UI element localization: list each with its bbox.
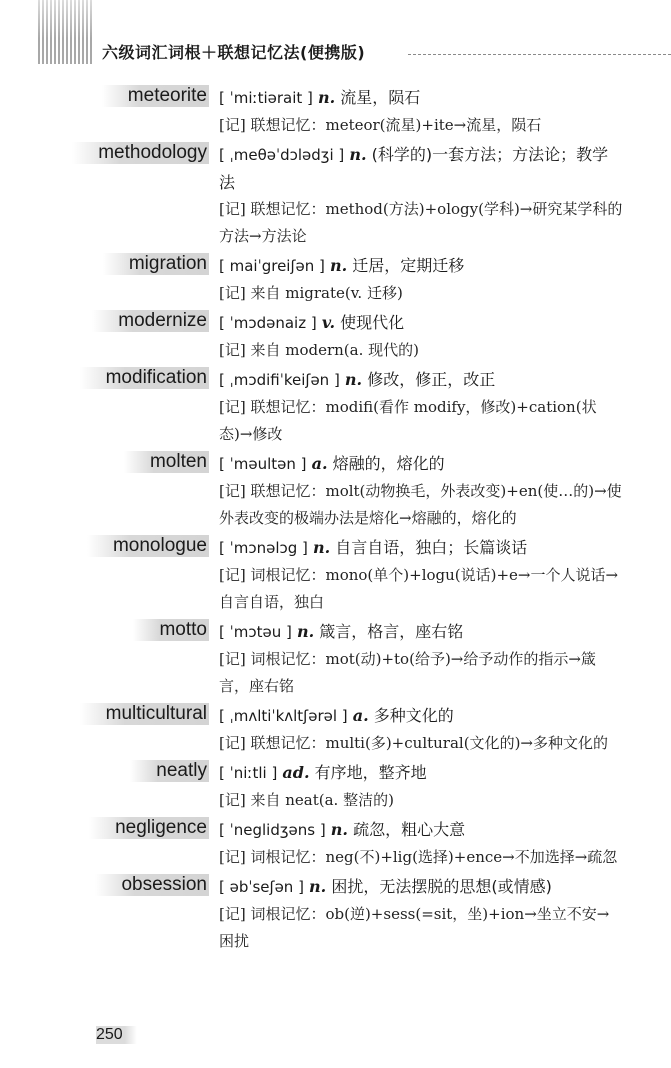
- memory-tip: [记] 联想记忆：meteor(流星)+ite→流星，陨石: [219, 116, 542, 134]
- definition: 自言自语，独白；长篇谈话: [335, 538, 528, 557]
- phonetic: [ ˌmʌltiˈkʌltʃərəl ]: [219, 707, 348, 725]
- header-decoration: [38, 0, 94, 64]
- part-of-speech: n.: [312, 538, 331, 557]
- part-of-speech: ad.: [282, 763, 310, 782]
- definition: 修改，修正，改正: [367, 370, 496, 389]
- definition: 熔融的，熔化的: [332, 454, 445, 473]
- memory-tip: [记] 来自 neat(a. 整洁的): [219, 791, 394, 809]
- definition: 疏忽，粗心大意: [353, 820, 466, 839]
- vocab-entry-multicultural: [0, 702, 671, 757]
- headword: motto: [133, 619, 209, 641]
- memory-tip: [记] 词根记忆：neg(不)+lig(选择)+ence→不加选择→疏忽: [219, 848, 618, 866]
- phonetic: [ ˈmiːtiərait ]: [219, 89, 313, 107]
- part-of-speech: n.: [344, 370, 363, 389]
- vocab-entry-neatly: [0, 759, 671, 814]
- definition: 箴言，格言，座右铭: [319, 622, 464, 641]
- headword: negligence: [89, 817, 209, 839]
- memory-tip: [记] 来自 migrate(v. 迁移): [219, 284, 403, 302]
- part-of-speech: n.: [330, 820, 348, 839]
- part-of-speech: a.: [311, 454, 328, 473]
- vocab-entry-monologue: [0, 534, 671, 616]
- phonetic: [ ˌmeθəˈdɔlədʒi ]: [219, 146, 345, 164]
- headword: monologue: [87, 535, 209, 557]
- headword: neatly: [130, 760, 209, 782]
- part-of-speech: a.: [352, 706, 369, 725]
- headword: migration: [103, 253, 209, 275]
- memory-tip: [记] 词根记忆：ob(逆)+sess(=sit，坐)+ion→坐立不安→困扰: [219, 905, 610, 950]
- page-number: 250: [96, 1026, 137, 1044]
- part-of-speech: n.: [309, 877, 327, 896]
- part-of-speech: n.: [349, 145, 367, 164]
- headword: molten: [124, 451, 209, 473]
- phonetic: [ ˈmɔdənaiz ]: [219, 314, 317, 332]
- memory-tip: [记] 联想记忆：method(方法)+ology(学科)→研究某学科的方法→方法论: [219, 200, 623, 245]
- part-of-speech: n.: [317, 88, 336, 107]
- vocab-entry-negligence: [0, 816, 671, 871]
- entry-line: [219, 450, 623, 478]
- book-title: 六级词汇词根＋联想记忆法(便携版): [102, 43, 366, 62]
- memory-tip: [记] 词根记忆：mot(动)+to(给予)→给予动作的指示→箴言，座右铭: [219, 650, 596, 695]
- memory-tip: [记] 联想记忆：molt(动物换毛，外表改变)+en(使…的)→使外表改变的极端办法是熔化→熔融的，熔化的: [219, 482, 622, 527]
- phonetic: [ ˈməultən ]: [219, 455, 307, 473]
- vocabulary-list: [0, 84, 671, 957]
- definition: 迁居，定期迁移: [352, 256, 465, 275]
- headword: methodology: [72, 142, 209, 164]
- headword: modernize: [92, 310, 209, 332]
- definition: (科学的)一套方法；方法论；教学法: [219, 145, 609, 192]
- vocab-entry-migration: [0, 252, 671, 307]
- vocab-entry-modification: [0, 366, 671, 448]
- vocab-entry-methodology: [0, 141, 671, 250]
- vocab-entry-modernize: [0, 309, 671, 364]
- definition: 多种文化的: [373, 706, 454, 725]
- entry-line: [219, 816, 623, 844]
- headword: multicultural: [80, 703, 209, 725]
- entry-line: [219, 141, 623, 196]
- entry-line: [219, 366, 623, 394]
- memory-tip: [记] 词根记忆：mono(单个)+logu(说话)+e→一个人说话→自言自语，独白: [219, 566, 619, 611]
- entry-line: [219, 759, 623, 787]
- entry-line: [219, 534, 623, 562]
- vocab-entry-meteorite: [0, 84, 671, 139]
- phonetic: [ ˈneglidʒəns ]: [219, 821, 326, 839]
- vocab-entry-obsession: [0, 873, 671, 955]
- phonetic: [ əbˈseʃən ]: [219, 878, 304, 896]
- definition: 流星，陨石: [340, 88, 421, 107]
- definition: 有序地，整齐地: [314, 763, 427, 782]
- definition: 使现代化: [340, 313, 405, 332]
- headword: modification: [80, 367, 209, 389]
- part-of-speech: n.: [296, 622, 315, 641]
- entry-line: [219, 84, 623, 112]
- phonetic: [ ˈniːtli ]: [219, 764, 278, 782]
- part-of-speech: v.: [321, 313, 336, 332]
- vocab-entry-molten: [0, 450, 671, 532]
- header-rule: [408, 54, 671, 55]
- headword: meteorite: [102, 85, 209, 107]
- page-header: [0, 0, 671, 70]
- phonetic: [ maiˈgreiʃən ]: [219, 257, 325, 275]
- phonetic: [ ˌmɔdifiˈkeiʃən ]: [219, 371, 340, 389]
- entry-line: [219, 702, 623, 730]
- memory-tip: [记] 联想记忆：multi(多)+cultural(文化的)→多种文化的: [219, 734, 608, 752]
- phonetic: [ ˈmɔtəu ]: [219, 623, 292, 641]
- entry-line: [219, 309, 623, 337]
- part-of-speech: n.: [329, 256, 348, 275]
- memory-tip: [记] 联想记忆：modifi(看作 modify，修改)+cation(状态)→修改: [219, 398, 597, 443]
- entry-line: [219, 618, 623, 646]
- vocab-entry-motto: [0, 618, 671, 700]
- entry-line: [219, 873, 623, 901]
- phonetic: [ ˈmɔnəlɔg ]: [219, 539, 308, 557]
- headword: obsession: [95, 874, 209, 896]
- memory-tip: [记] 来自 modern(a. 现代的): [219, 341, 419, 359]
- definition: 困扰，无法摆脱的思想(或情感): [331, 877, 552, 896]
- entry-line: [219, 252, 623, 280]
